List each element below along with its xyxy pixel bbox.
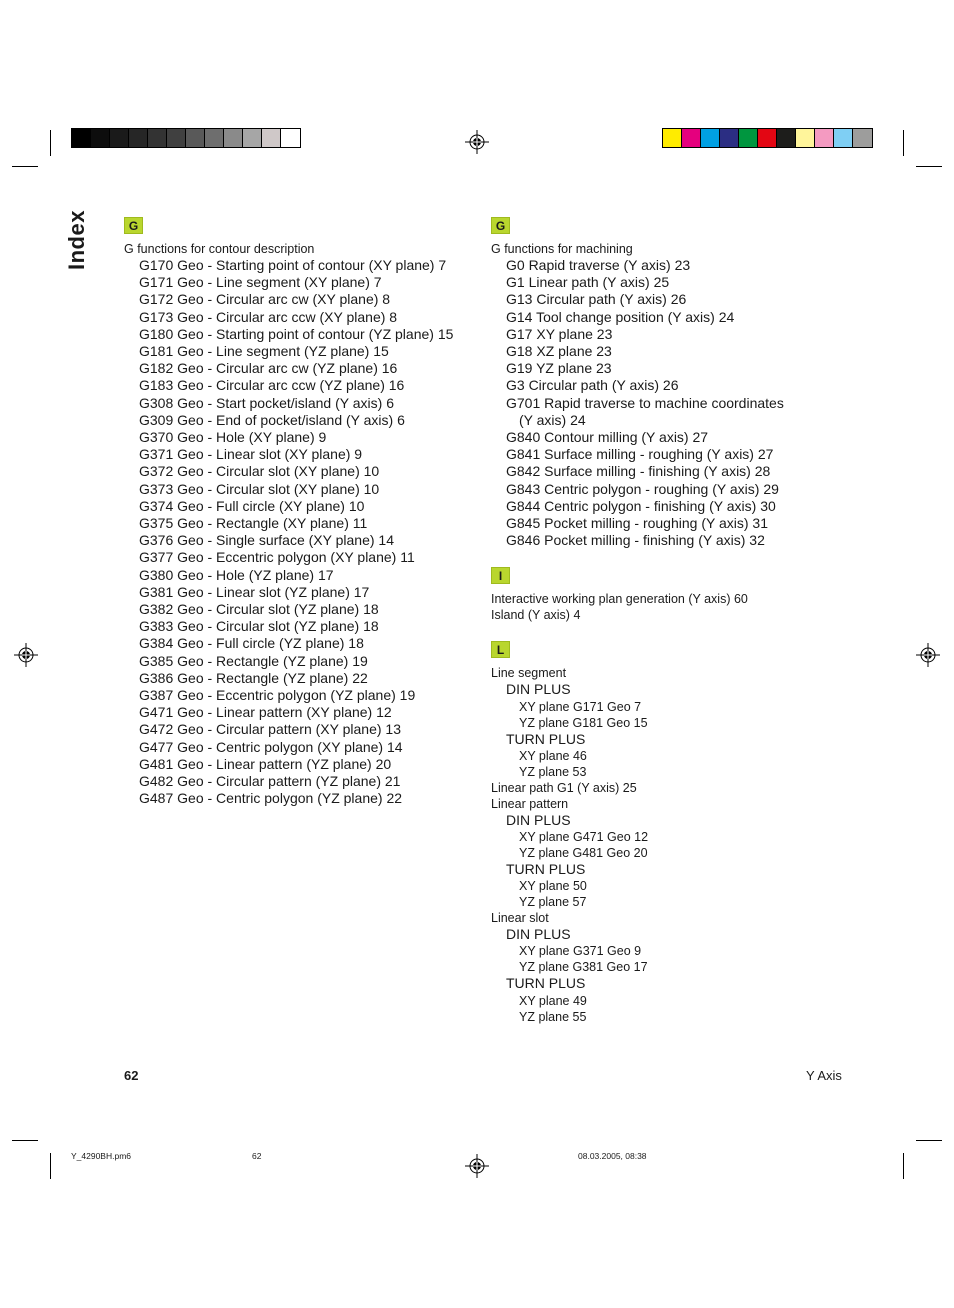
- index-entry: YZ plane 57: [519, 895, 587, 910]
- index-entry: G383 Geo - Circular slot (YZ plane) 18: [139, 618, 379, 635]
- index-entry: TURN PLUS: [506, 730, 586, 747]
- crop-mark: [916, 1140, 942, 1141]
- section-title: G functions for machining: [491, 242, 633, 256]
- index-entry: XY plane G371 Geo 9: [519, 944, 642, 959]
- color-swatch: [186, 129, 205, 147]
- index-entry: G371 Geo - Linear slot (XY plane) 9: [139, 446, 363, 463]
- index-entry: Linear pattern: [491, 796, 569, 811]
- slug-filename: Y_4290BH.pm6: [71, 1151, 132, 1161]
- crop-mark: [903, 1153, 904, 1179]
- index-entry: G180 Geo - Starting point of contour (YZ plane) 15: [139, 325, 454, 342]
- color-swatch: [663, 129, 682, 147]
- index-entry: G17 XY plane 23: [506, 325, 613, 342]
- index-entry: G170 Geo - Starting point of contour (XY plane) 7: [139, 257, 447, 273]
- registration-mark-icon: [14, 643, 38, 667]
- color-swatch: [815, 129, 834, 147]
- index-entry: G843 Centric polygon - roughing (Y axis) 29: [506, 480, 779, 497]
- color-swatch: [720, 129, 739, 147]
- index-entry: G377 Geo - Eccentric polygon (XY plane) 11: [139, 549, 415, 566]
- index-entry: G844 Centric polygon - finishing (Y axis) 30: [506, 497, 776, 514]
- section-title: G functions for contour description: [124, 242, 315, 256]
- crop-mark: [12, 1140, 38, 1141]
- index-entry: Line segment: [491, 666, 567, 681]
- index-entry: G477 Geo - Centric polygon (XY plane) 14: [139, 738, 403, 755]
- index-entry: G171 Geo - Line segment (XY plane) 7: [139, 274, 382, 291]
- index-entry: G375 Geo - Rectangle (XY plane) 11: [139, 515, 368, 532]
- index-entry: YZ plane 55: [519, 1009, 587, 1024]
- crop-mark: [50, 1153, 51, 1179]
- color-swatch: [701, 129, 720, 147]
- index-entry: XY plane G471 Geo 12: [519, 830, 649, 845]
- section-badge: L: [491, 641, 510, 658]
- process-color-bar: [662, 128, 873, 148]
- section-badge: G: [124, 217, 143, 234]
- index-entry: G3 Circular path (Y axis) 26: [506, 377, 679, 394]
- index-entry: G382 Geo - Circular slot (YZ plane) 18: [139, 601, 379, 618]
- index-entry: XY plane 49: [519, 993, 587, 1008]
- crop-mark: [50, 130, 51, 156]
- color-swatch: [205, 129, 224, 147]
- color-swatch: [224, 129, 243, 147]
- color-swatch: [167, 129, 186, 147]
- index-entry: G172 Geo - Circular arc cw (XY plane) 8: [139, 291, 391, 308]
- index-entry: G487 Geo - Centric polygon (YZ plane) 22: [139, 790, 403, 807]
- index-list: [491, 665, 784, 1024]
- color-swatch: [796, 129, 815, 147]
- index-entry: G0 Rapid traverse (Y axis) 23: [506, 257, 691, 273]
- color-swatch: [110, 129, 129, 147]
- index-entry: Linear slot: [491, 911, 549, 926]
- index-entry: G846 Pocket milling - finishing (Y axis) 32: [506, 532, 765, 549]
- color-swatch: [682, 129, 701, 147]
- index-entry: G372 Geo - Circular slot (XY plane) 10: [139, 463, 380, 480]
- color-swatch: [758, 129, 777, 147]
- index-entry: G385 Geo - Rectangle (YZ plane) 19: [139, 652, 368, 669]
- section-badge: G: [491, 217, 510, 234]
- index-entry: G472 Geo - Circular pattern (XY plane) 13: [139, 721, 401, 738]
- index-entry: DIN PLUS: [506, 926, 571, 943]
- index-entry: XY plane G171 Geo 7: [519, 699, 642, 714]
- index-list: [491, 257, 784, 549]
- index-entry: XY plane 46: [519, 748, 587, 763]
- registration-mark-icon: [916, 643, 940, 667]
- color-swatch: [834, 129, 853, 147]
- index-entry: G173 Geo - Circular arc ccw (XY plane) 8: [139, 308, 398, 325]
- index-list: [124, 257, 453, 808]
- index-entry: G19 YZ plane 23: [506, 360, 612, 377]
- slug-datetime: 08.03.2005, 08:38: [578, 1151, 647, 1161]
- index-entry: G482 Geo - Circular pattern (YZ plane) 21: [139, 773, 401, 790]
- index-entry: G13 Circular path (Y axis) 26: [506, 291, 687, 308]
- registration-mark-icon: [465, 1154, 489, 1178]
- index-entry: DIN PLUS: [506, 811, 571, 828]
- index-entry: G840 Contour milling (Y axis) 27: [506, 429, 709, 446]
- index-entry: Linear path G1 (Y axis) 25: [491, 780, 637, 795]
- color-swatch: [243, 129, 262, 147]
- right-column: [491, 217, 784, 1025]
- index-entry: G387 Geo - Eccentric polygon (YZ plane) 19: [139, 687, 416, 704]
- index-entry: G183 Geo - Circular arc ccw (YZ plane) 16: [139, 377, 405, 394]
- index-entry: G384 Geo - Full circle (YZ plane) 18: [139, 635, 364, 652]
- index-entry: DIN PLUS: [506, 681, 571, 698]
- index-entry: XY plane 50: [519, 879, 587, 894]
- color-swatch: [853, 129, 872, 147]
- color-swatch: [72, 129, 91, 147]
- color-swatch: [262, 129, 281, 147]
- registration-mark-icon: [465, 130, 489, 154]
- gray-color-bar: [71, 128, 301, 148]
- section-badge: I: [491, 567, 510, 584]
- index-entry: TURN PLUS: [506, 861, 586, 878]
- crop-mark: [916, 166, 942, 167]
- index-entry: G381 Geo - Linear slot (YZ plane) 17: [139, 583, 370, 600]
- side-title: Index: [64, 210, 89, 270]
- index-entry: (Y axis) 24: [519, 411, 586, 428]
- index-entry: G845 Pocket milling - roughing (Y axis) 31: [506, 515, 768, 532]
- index-entry: G308 Geo - Start pocket/island (Y axis) 6: [139, 394, 394, 411]
- crop-mark: [12, 166, 38, 167]
- index-entry: G14 Tool change position (Y axis) 24: [506, 308, 735, 325]
- index-entry: G373 Geo - Circular slot (XY plane) 10: [139, 480, 380, 497]
- slug-page: 62: [252, 1151, 262, 1161]
- footer-chapter: Y Axis: [806, 1068, 842, 1083]
- index-entry: G481 Geo - Linear pattern (YZ plane) 20: [139, 755, 392, 772]
- index-entry: G701 Rapid traverse to machine coordinates: [506, 394, 784, 411]
- index-list: [491, 591, 784, 623]
- index-entry: Interactive working plan generation (Y axis) 60: [491, 592, 748, 607]
- index-entry: YZ plane G181 Geo 15: [519, 715, 648, 730]
- color-swatch: [91, 129, 110, 147]
- index-entry: G842 Surface milling - finishing (Y axis) 28: [506, 463, 771, 480]
- color-swatch: [129, 129, 148, 147]
- index-entry: G370 Geo - Hole (XY plane) 9: [139, 429, 327, 446]
- index-entry: Island (Y axis) 4: [491, 608, 581, 623]
- index-entry: G386 Geo - Rectangle (YZ plane) 22: [139, 669, 368, 686]
- page-number: 62: [124, 1068, 139, 1083]
- index-entry: YZ plane G481 Geo 20: [519, 846, 648, 861]
- index-entry: TURN PLUS: [506, 975, 586, 992]
- index-entry: G376 Geo - Single surface (XY plane) 14: [139, 532, 395, 549]
- index-entry: G181 Geo - Line segment (YZ plane) 15: [139, 343, 389, 360]
- color-swatch: [777, 129, 796, 147]
- index-entry: G380 Geo - Hole (YZ plane) 17: [139, 566, 334, 583]
- index-entry: G1 Linear path (Y axis) 25: [506, 274, 670, 291]
- color-swatch: [281, 129, 300, 147]
- index-entry: G18 XZ plane 23: [506, 343, 612, 360]
- index-entry: G471 Geo - Linear pattern (XY plane) 12: [139, 704, 392, 721]
- index-entry: G309 Geo - End of pocket/island (Y axis) 6: [139, 411, 405, 428]
- color-swatch: [148, 129, 167, 147]
- index-entry: YZ plane 53: [519, 764, 587, 779]
- index-entry: G841 Surface milling - roughing (Y axis) 27: [506, 446, 774, 463]
- index-entry: G182 Geo - Circular arc cw (YZ plane) 16: [139, 360, 398, 377]
- color-swatch: [739, 129, 758, 147]
- index-entry: G374 Geo - Full circle (XY plane) 10: [139, 497, 365, 514]
- crop-mark: [903, 130, 904, 156]
- left-column: [124, 217, 453, 808]
- index-entry: YZ plane G381 Geo 17: [519, 960, 648, 975]
